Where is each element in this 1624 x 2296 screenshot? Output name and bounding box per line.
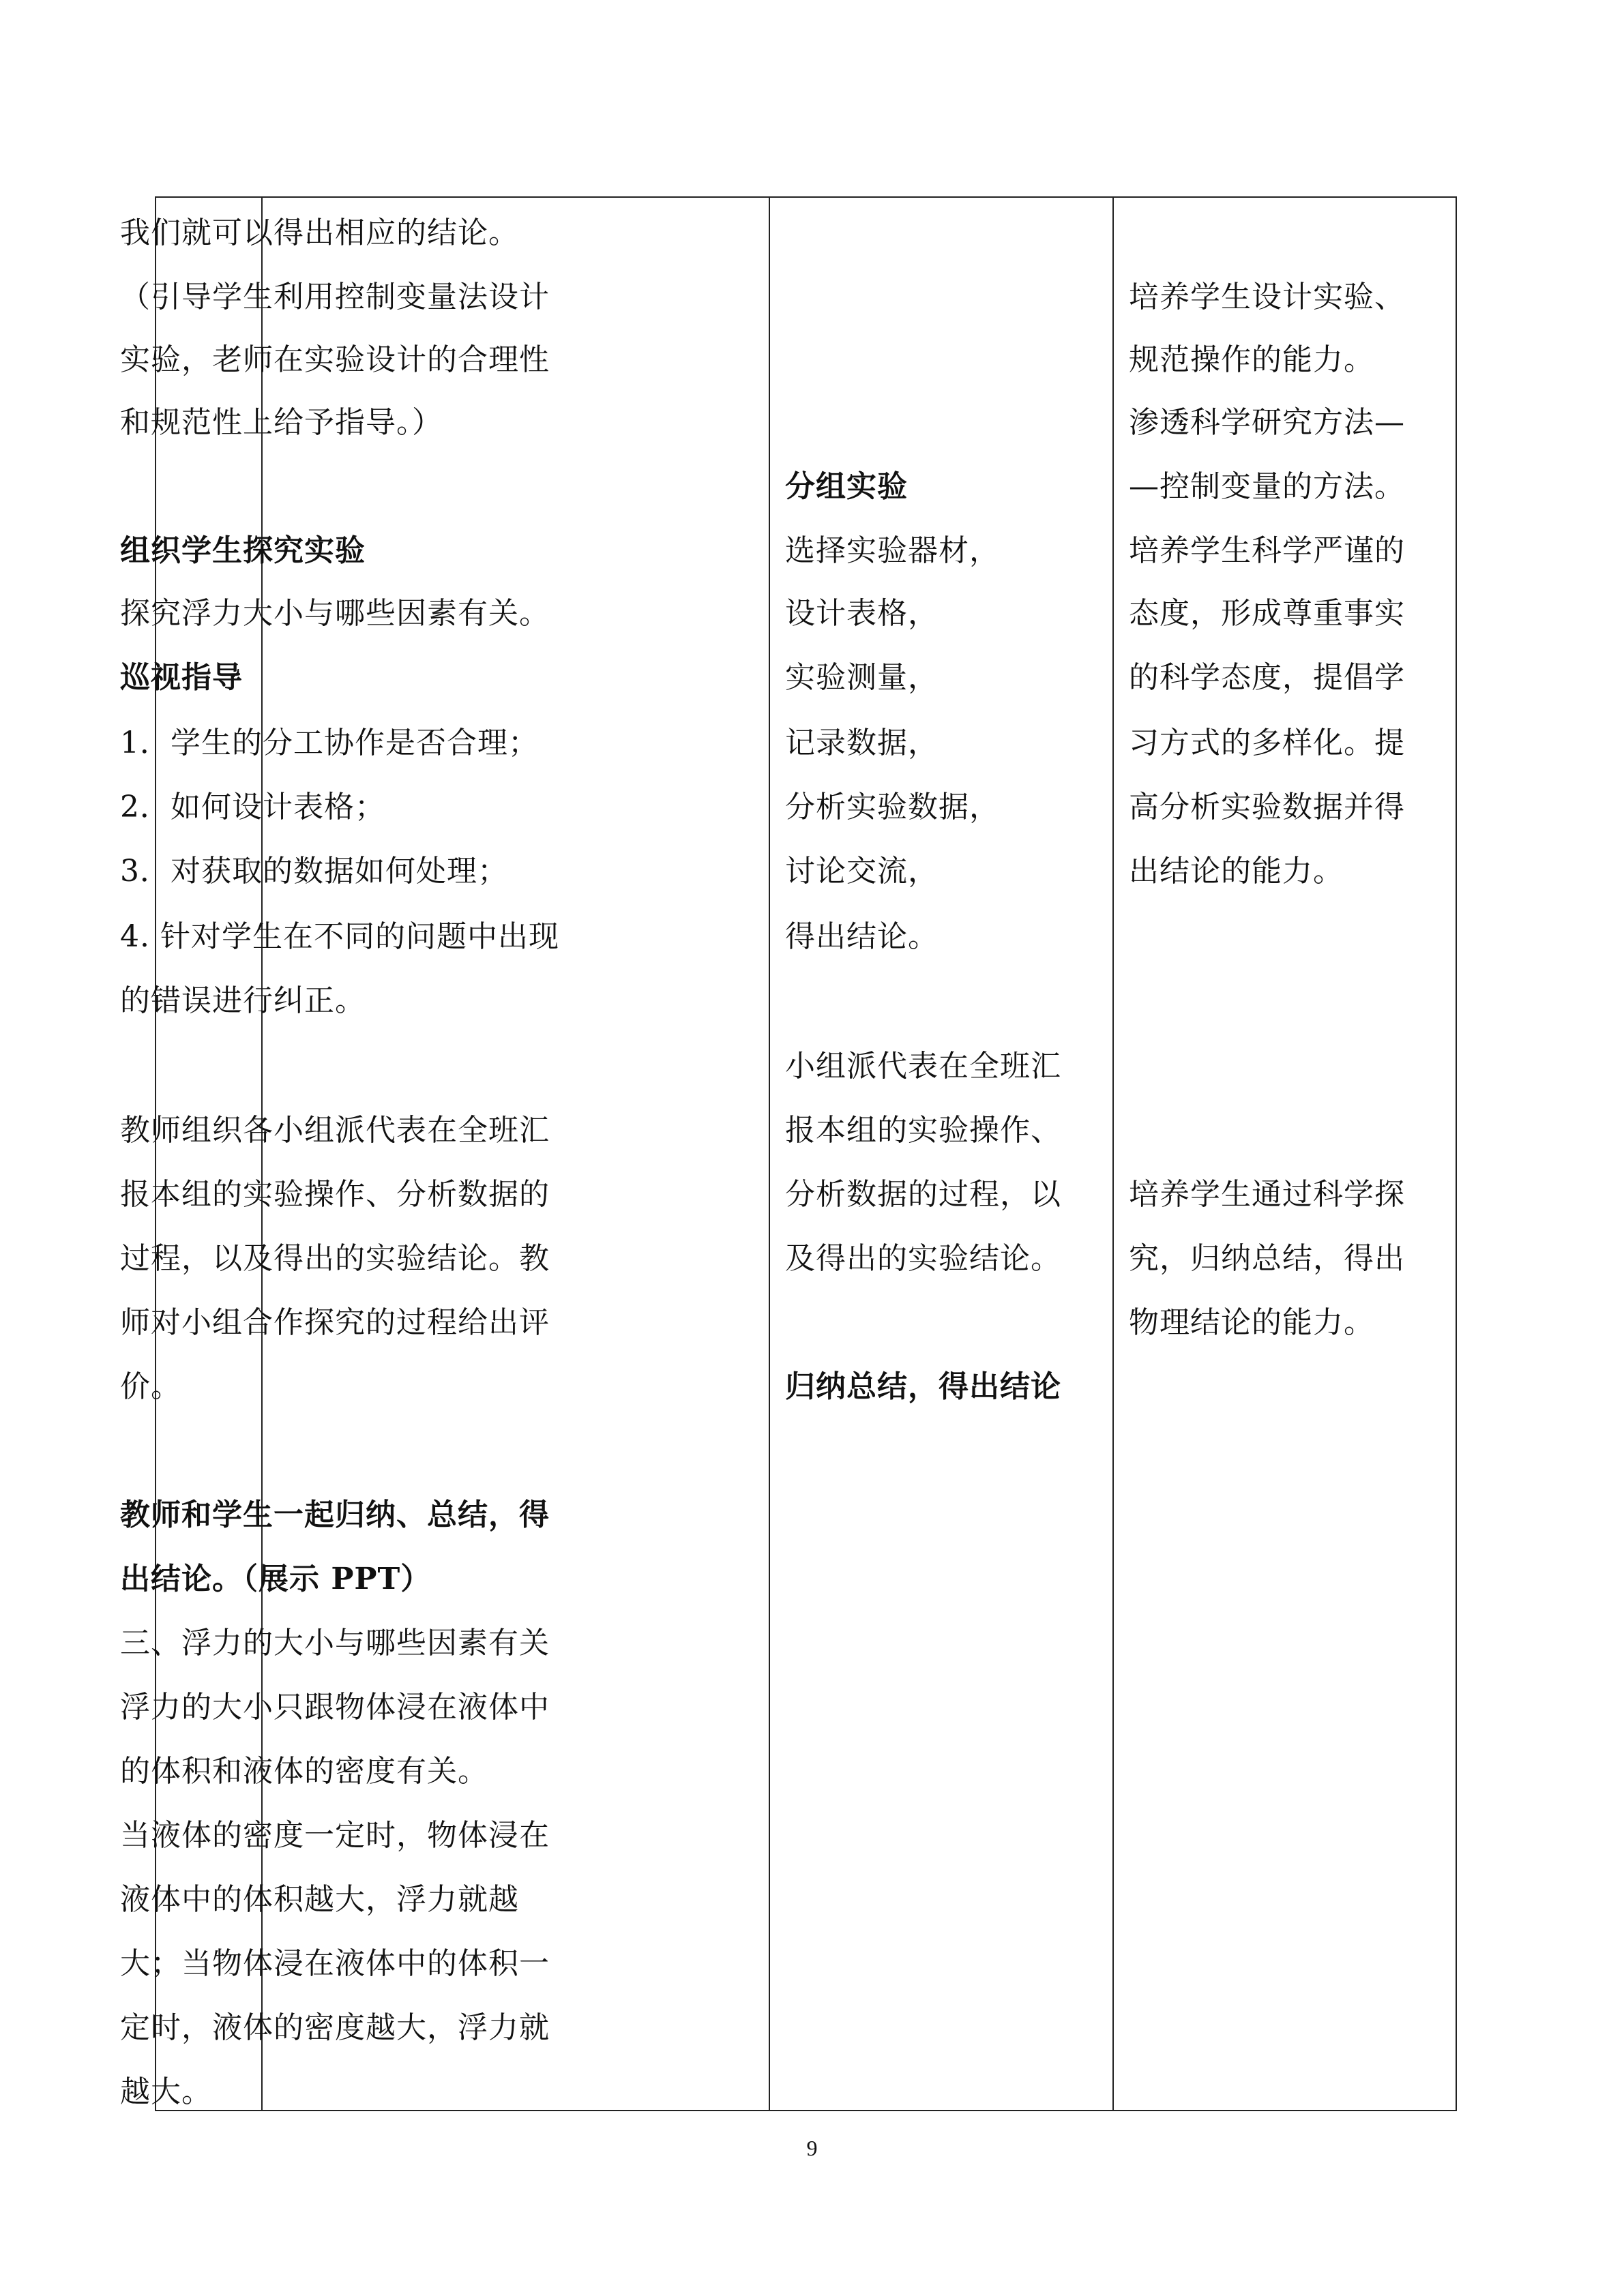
text-line: 4. 针对学生在不同的问题中出现 (120, 919, 559, 954)
text-line: 培养学生通过科学探 (1129, 1177, 1405, 1212)
text-line: 物理结论的能力。 (1129, 1305, 1374, 1340)
text-line: 培养学生设计实验、 (1129, 280, 1405, 314)
text-line: 组织学生探究实验 (120, 533, 366, 568)
text-line: 大；当物体浸在液体中的体积一 (120, 1946, 550, 1981)
text-line: 得出结论。 (785, 919, 939, 954)
text-line: 探究浮力大小与哪些因素有关。 (120, 596, 550, 631)
text-line: 究，归纳总结，得出 (1129, 1241, 1405, 1276)
text-line: 设计表格， (785, 596, 939, 631)
text-line: 归纳总结，得出结论 (785, 1369, 1061, 1404)
text-line: —控制变量的方法。 (1129, 469, 1405, 504)
text-line: 定时，液体的密度越大，浮力就 (120, 2010, 550, 2045)
text-line: 2．如何设计表格； (120, 790, 385, 824)
text-line: （引导学生利用控制变量法设计 (120, 280, 550, 314)
text-line: 规范操作的能力。 (1129, 342, 1374, 377)
text-line: 价。 (120, 1369, 181, 1404)
text-line: 我们就可以得出相应的结论。 (120, 215, 519, 250)
text-line: 分析数据的过程，以 (785, 1177, 1061, 1212)
text-line: 渗透科学研究方法— (1129, 405, 1405, 440)
text-line: 讨论交流， (785, 854, 939, 889)
text-line: 出结论的能力。 (1129, 854, 1344, 889)
text-line: 选择实验器材， (785, 533, 1000, 568)
text-line: 师对小组合作探究的过程给出评 (120, 1305, 550, 1340)
text-line: 报本组的实验操作、 (785, 1113, 1061, 1148)
text-line: 高分析实验数据并得 (1129, 790, 1405, 824)
page-number: 9 (806, 2136, 818, 2160)
text-line: 实验，老师在实验设计的合理性 (120, 342, 550, 377)
text-line: 小组派代表在全班汇 (785, 1049, 1061, 1084)
text-line: 记录数据， (785, 726, 939, 760)
text-line: 教师和学生一起归纳、总结，得 (120, 1497, 550, 1532)
text-line: 及得出的实验结论。 (785, 1241, 1061, 1276)
text-line: 态度，形成尊重事实 (1129, 596, 1405, 631)
text-line: 习方式的多样化。提 (1129, 726, 1405, 760)
text-line: 1．学生的分工协作是否合理； (120, 726, 539, 760)
text-line: 的错误进行纠正。 (120, 983, 366, 1018)
text-line: 三、浮力的大小与哪些因素有关 (120, 1626, 550, 1660)
text-line: 实验测量， (785, 660, 939, 695)
text-line: 的科学态度，提倡学 (1129, 660, 1405, 695)
text-line: 出结论。（展示 PPT） (120, 1562, 432, 1596)
text-line: 的体积和液体的密度有关。 (120, 1754, 488, 1789)
text-line: 教师组织各小组派代表在全班汇 (120, 1113, 550, 1148)
text-line: 分组实验 (785, 469, 908, 504)
text-line: 浮力的大小只跟物体浸在液体中 (120, 1690, 550, 1725)
text-line: 3．对获取的数据如何处理； (120, 854, 508, 889)
text-line: 当液体的密度一定时，物体浸在 (120, 1818, 550, 1853)
text-line: 培养学生科学严谨的 (1129, 533, 1405, 568)
text-line: 液体中的体积越大，浮力就越 (120, 1882, 519, 1917)
text-line: 和规范性上给予指导。） (120, 405, 443, 440)
text-line: 巡视指导 (120, 660, 243, 695)
text-line: 过程，以及得出的实验结论。教 (120, 1241, 550, 1276)
text-line: 分析实验数据， (785, 790, 1000, 824)
text-line: 报本组的实验操作、分析数据的 (120, 1177, 550, 1212)
text-line: 越大。 (120, 2074, 212, 2109)
